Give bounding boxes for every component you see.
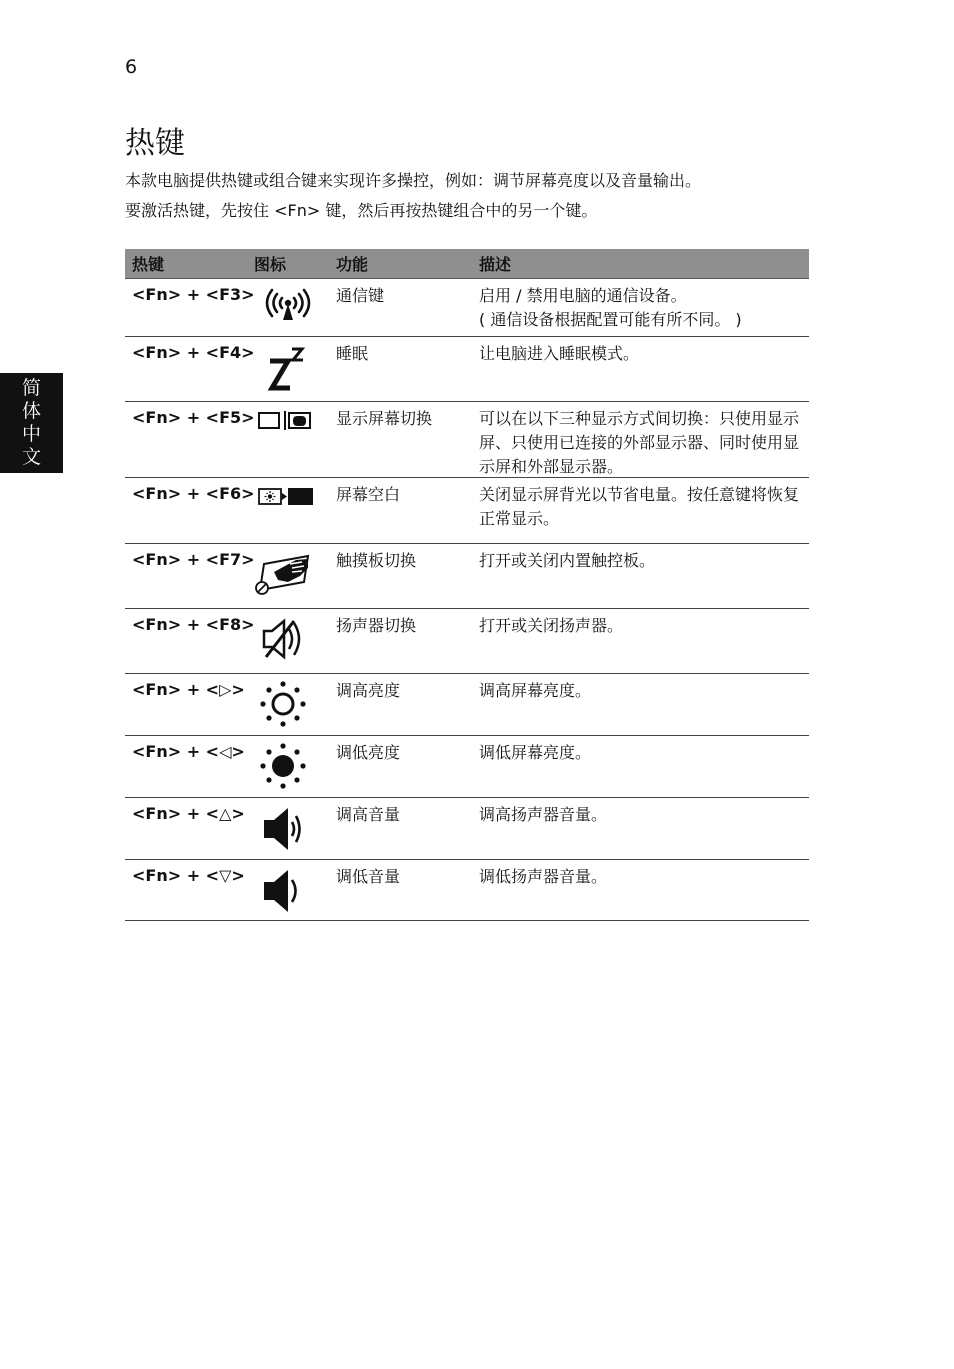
description-line: 调低扬声器音量。 [479,867,608,886]
table-row [125,279,809,337]
volume-down-icon [252,866,324,916]
intro-line: 要激活热键，先按住 <Fn> 键，然后再按热键组合中的另一个键。 [125,201,598,220]
description-line: 打开或关闭内置触控板。 [479,551,656,570]
sleep-icon [252,343,324,393]
hotkey-cell: <Fn> + <F6> [132,484,255,503]
function-cell: 调低亮度 [336,743,401,762]
touchpad-toggle-icon [252,550,324,596]
table-row [125,798,809,860]
header-icon: 图标 [254,255,287,274]
side-tab-char: 简 [21,377,41,399]
description-line: 调高屏幕亮度。 [479,681,592,700]
function-cell: 调高音量 [336,805,401,824]
table-row [125,337,809,402]
page-title: 热键 [125,126,185,161]
description-cell [473,609,809,673]
table-row [125,402,809,478]
hotkey-cell: <Fn> + <F7> [132,550,255,569]
header-hotkey: 热键 [132,255,165,274]
description-line: 调高扬声器音量。 [479,805,608,824]
description-cell [473,402,809,477]
icon-cell [248,674,330,735]
description-cell [473,674,809,735]
icon-cell [248,544,330,608]
description-cell [473,279,809,336]
description-line: 关闭显示屏背光以节省电量。按任意键将恢复正常显示。 [479,485,800,528]
header-description: 描述 [479,255,512,274]
function-cell: 通信键 [336,286,385,305]
description-cell [473,798,809,859]
icon-cell [248,860,330,920]
icon-cell [248,798,330,859]
icon-cell [248,736,330,797]
hotkey-cell: <Fn> + <▽> [132,866,245,885]
display-toggle-icon [252,408,324,438]
intro-line: 本款电脑提供热键或组合键来实现许多操控，例如：调节屏幕亮度以及音量输出。 [125,171,702,190]
description-cell [473,337,809,401]
volume-up-icon [252,804,324,854]
hotkey-cell: <Fn> + <▷> [132,680,245,699]
table-row [125,609,809,674]
brightness-down-icon [252,742,324,790]
function-cell: 显示屏幕切换 [336,409,433,428]
description-cell [473,544,809,608]
description-line: 调低屏幕亮度。 [479,743,592,762]
table-row [125,674,809,736]
wireless-communication-icon [252,285,324,329]
side-tab-char: 文 [21,446,41,468]
page-number: 6 [125,56,138,78]
description-line: 打开或关闭扬声器。 [479,616,624,635]
hotkey-cell: <Fn> + <△> [132,804,245,823]
icon-cell [248,337,330,401]
hotkey-table [125,249,809,921]
description-line: ( 通信设备根据配置可能有所不同。 ) [479,310,742,329]
screen-blank-icon [252,484,324,512]
icon-cell [248,279,330,336]
hotkey-cell: <Fn> + <F8> [132,615,255,634]
description-line: 让电脑进入睡眠模式。 [479,344,640,363]
icon-cell [248,609,330,673]
table-row [125,544,809,609]
function-cell: 扬声器切换 [336,616,417,635]
hotkey-cell: <Fn> + <◁> [132,742,245,761]
intro-text [125,166,815,226]
icon-cell [248,402,330,477]
function-cell: 调低音量 [336,867,401,886]
hotkey-cell: <Fn> + <F4> [132,343,255,362]
description-cell [473,860,809,920]
description-cell [473,736,809,797]
table-header [125,249,809,279]
side-tab-char: 中 [21,423,41,445]
table-row [125,478,809,544]
hotkey-cell: <Fn> + <F5> [132,408,255,427]
brightness-up-icon [252,680,324,728]
description-cell [473,478,809,543]
icon-cell [248,478,330,543]
description-line: 可以在以下三种显示方式间切换：只使用显示屏、只使用已连接的外部显示器、同时使用显示屏和外部显示器。 [479,409,800,476]
function-cell: 调高亮度 [336,681,401,700]
function-cell: 屏幕空白 [336,485,401,504]
header-function: 功能 [336,255,369,274]
table-row [125,860,809,921]
hotkey-cell: <Fn> + <F3> [132,285,255,304]
side-tab-char: 体 [21,400,41,422]
function-cell: 睡眠 [336,344,369,363]
table-row [125,736,809,798]
speaker-mute-icon [252,615,324,663]
function-cell: 触摸板切换 [336,551,417,570]
description-line: 启用 / 禁用电脑的通信设备。 [479,286,687,305]
language-side-tab [0,373,63,473]
